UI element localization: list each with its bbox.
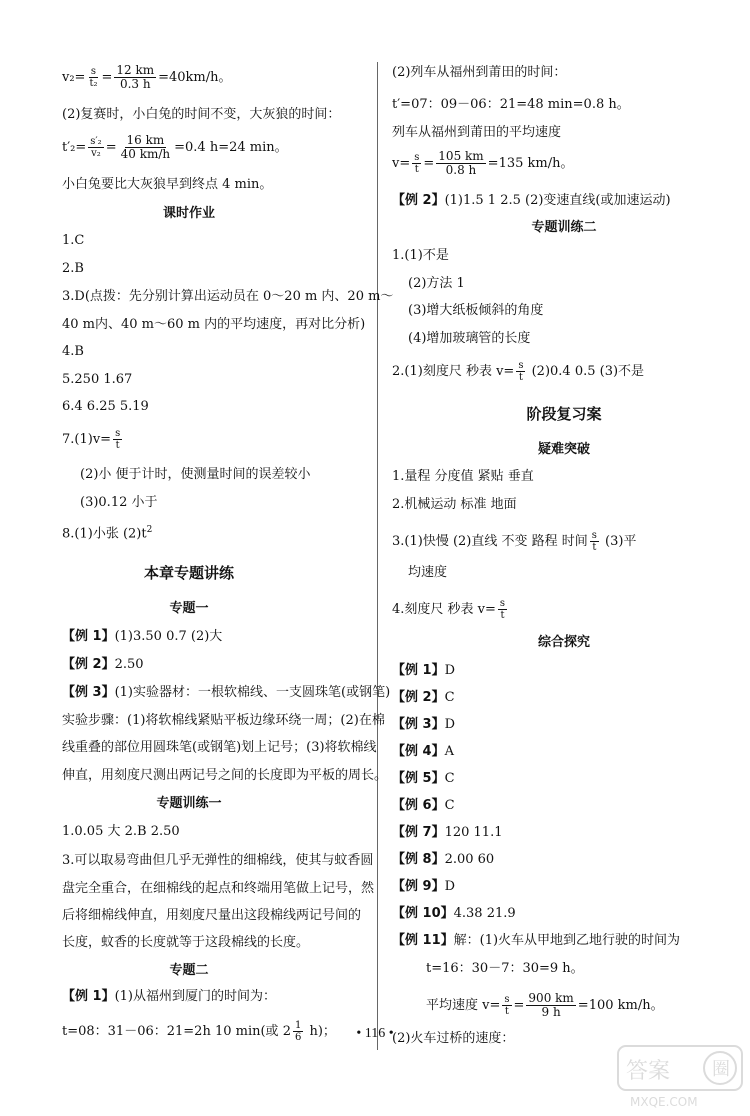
answer-line: 8.(1)小张 $(2)t^2$ xyxy=(62,525,153,542)
section-title: 专题训练二 xyxy=(531,220,597,235)
v-equation: v= $\frac{s}{t}$ = $\frac{105 km}{0.8 h}$ =135 km/h。 xyxy=(392,149,574,177)
section-title: 专题训练一 xyxy=(156,796,222,811)
answer-line: 3.可以取易弯曲但几乎无弹性的细棉线，使其与蚊香圆 xyxy=(62,853,374,868)
section-title: 专题一 xyxy=(169,601,209,616)
fraction: $\frac{s}{t}$ xyxy=(518,360,524,383)
answer-line: 40 m内、40 m～60 m 内的平均速度，再对比分析) xyxy=(62,317,366,332)
fraction: $\frac{s}{\text{t₂}}$ xyxy=(89,66,98,89)
fraction: $\frac{12 km}{0.3 h}$ xyxy=(116,63,155,91)
list-item: 【例 2】C xyxy=(392,690,455,705)
answer-line: 1.0.05 大 2.B 2.50 xyxy=(62,824,180,839)
list-item: 【例 6】C xyxy=(392,798,455,813)
answer-line: 4.刻度尺 秒表 v= $\frac{s}{t}$ xyxy=(392,598,506,621)
fraction: $\frac{105 km}{0.8 h}$ xyxy=(438,149,484,177)
t2-equation: t′₂= $\frac{\text{s′₂}}{\text{v₂}}$ = $\frac{16 km}{40 km/h}$ =0.4 h=24 min。 xyxy=(62,133,288,161)
fraction: $\frac{16 km}{40 km/h}$ xyxy=(120,133,171,161)
answer-line: 实验步骤：(1)将软棉线紧贴平板边缘环绕一周；(2)在棉 xyxy=(62,713,385,728)
list-item: 【例 10】4.38 21.9 xyxy=(392,906,516,921)
chapter-title: 本章专题讲练 xyxy=(143,564,234,582)
svg-text:MXQE.COM: MXQE.COM xyxy=(630,1095,698,1109)
answer-line: 小白兔要比大灰狼早到终点 4 min。 xyxy=(62,177,273,192)
answer-line: 【例 2】(1)1.5 1 2.5 (2)变速直线(或加速运动) xyxy=(392,193,671,208)
list-item: 【例 8】2.00 60 xyxy=(392,852,495,867)
fraction: $\frac{900 km}{9 h}$ xyxy=(528,991,574,1019)
answer-line: 后将细棉线伸直，用刻度尺量出这段棉线两记号间的 xyxy=(62,908,362,923)
fraction: $\frac{s}{t}$ xyxy=(504,994,510,1017)
answer-line: 伸直，用刻度尺测出两记号之间的长度即为平板的周长。 xyxy=(62,768,388,783)
answer-line: 2.B xyxy=(62,261,84,276)
watermark-icon xyxy=(616,1042,744,1112)
list-item: 【例 4】A xyxy=(392,744,454,759)
answer-line: (4)增加玻璃管的长度 xyxy=(408,331,531,346)
answer-line: (3)0.12 小于 xyxy=(80,495,158,510)
answer-line: 【例 11】解：(1)火车从甲地到乙地行驶的时间为 xyxy=(392,933,681,948)
answer-line: 2.(1)刻度尺 秒表 v= $\frac{s}{t}$ (2)0.4 0.5 (3)不是 xyxy=(392,360,645,383)
watermark-logo xyxy=(616,1042,744,1112)
answer-line: 3.D(点拨：先分别计算出运动员在 0～20 m 内、20 m～ xyxy=(62,289,394,304)
answer-line: 7.(1)v= $\frac{s}{t}$ xyxy=(62,428,121,451)
answer-line: 6.4 6.25 5.19 xyxy=(62,399,149,414)
page-number: • 116 • xyxy=(356,1026,394,1041)
fraction: $\frac{s}{t}$ xyxy=(591,530,597,553)
fraction: $\frac{\text{s′₂}}{\text{v₂}}$ xyxy=(90,136,102,159)
answer-line: 1.量程 分度值 紧贴 垂直 xyxy=(392,469,534,484)
answer-line: (2)方法 1 xyxy=(408,276,465,291)
answer-line: (2)火车过桥的速度： xyxy=(392,1031,515,1046)
answer-line: t′=07：09－06：21=48 min=0.8 h。 xyxy=(392,97,630,112)
answer-line: t=16：30－7：30=9 h。 xyxy=(426,961,584,976)
section-title: 专题二 xyxy=(169,963,209,978)
answer-line: 列车从福州到莆田的平均速度 xyxy=(392,125,562,140)
fraction: $\frac{s}{t}$ xyxy=(115,428,121,451)
answer-line: (2)小 便于计时，使测量时间的误差较小 xyxy=(80,467,311,482)
section-title: 疑难突破 xyxy=(537,442,590,457)
fraction: $\frac{s}{t}$ xyxy=(499,598,506,621)
list-item: 【例 3】D xyxy=(392,717,456,732)
answer-line: 长度，蚊香的长度就等于这段棉线的长度。 xyxy=(62,935,310,950)
answer-line: 【例 2】2.50 xyxy=(62,657,144,672)
fraction: $\frac{s}{t}$ xyxy=(414,152,420,175)
section-title: 课时作业 xyxy=(162,206,215,221)
fraction: $\frac{1}{6}$ xyxy=(294,1020,302,1043)
answer-line: 4.B xyxy=(62,344,84,359)
answer-line: 均速度 xyxy=(408,565,448,580)
answer-line: 【例 1】(1)从福州到厦门的时间为： xyxy=(62,989,276,1004)
answer-line: 线重叠的部位用圆珠笔(或钢笔)划上记号；(3)将软棉线 xyxy=(62,740,377,755)
answer-line: (2)复赛时，小白兔的时间不变，大灰狼的时间： xyxy=(62,107,341,122)
answer-line: 【例 3】(1)实验器材：一根软棉线、一支圆珠笔(或钢笔) xyxy=(62,685,391,700)
answer-line: (2)列车从福州到莆田的时间： xyxy=(392,65,567,80)
svg-text:答案: 答案 xyxy=(626,1059,671,1084)
answer-line: (3)增大纸板倾斜的角度 xyxy=(408,303,544,318)
answer-line: 1.C xyxy=(62,233,85,248)
list-item: 【例 1】D xyxy=(392,663,456,678)
answer-line: 5.250 1.67 xyxy=(62,372,133,387)
answer-line: 1.(1)不是 xyxy=(392,248,449,263)
answer-line: 盘完全重合，在细棉线的起点和终端用笔做上记号，然 xyxy=(62,881,375,896)
list-item: 【例 7】120 11.1 xyxy=(392,825,503,840)
answer-line: t=08：31－06：21=2h 10 min(或 2 $\frac{1}{6}$ h)； xyxy=(62,1020,336,1043)
list-item: 【例 5】C xyxy=(392,771,455,786)
chapter-title: 阶段复习案 xyxy=(526,405,602,423)
v-equation: 平均速度 v= $\frac{s}{t}$ = $\frac{900 km}{9 h}$ =100 km/h。 xyxy=(426,991,664,1019)
v2-equation: v₂= $\frac{s}{\text{t₂}}$ = $\frac{12 km}{0.3 h}$ =40km/h。 xyxy=(62,63,232,91)
section-title: 综合探究 xyxy=(537,635,590,650)
list-item: 【例 9】D xyxy=(392,879,456,894)
answer-line: 3.(1)快慢 (2)直线 不变 路程 时间 $\frac{s}{t}$ (3)平 xyxy=(392,530,637,553)
svg-text:圈: 圈 xyxy=(712,1059,730,1080)
answer-line: 2.机械运动 标准 地面 xyxy=(392,497,517,512)
answer-line: 【例 1】(1)3.50 0.7 (2)大 xyxy=(62,629,223,644)
